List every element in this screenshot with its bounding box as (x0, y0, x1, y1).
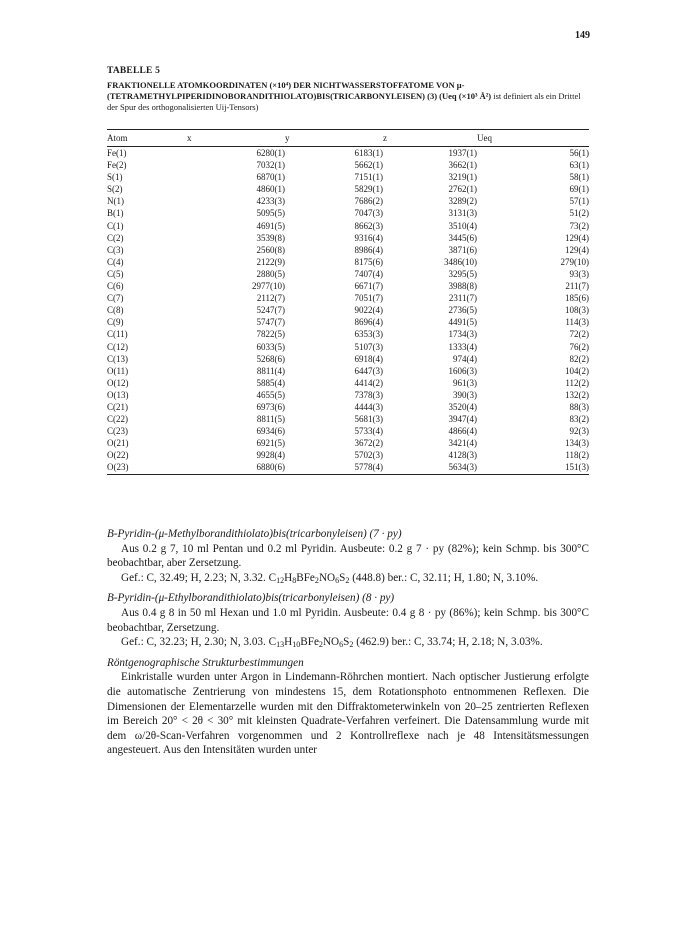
cell-y: 9022(4) (354, 305, 383, 316)
table-row (107, 220, 589, 232)
table-row (107, 256, 589, 268)
cell-ueq: 129(4) (565, 244, 589, 255)
cell-y: 7047(3) (354, 208, 383, 219)
cell-ueq: 72(2) (569, 329, 589, 340)
header-atom: Atom (107, 130, 187, 147)
cell-z: 1937(1) (448, 148, 477, 158)
table-body (107, 147, 589, 475)
cell-atom: C(6) (107, 281, 124, 292)
cell-z: 3295(5) (448, 268, 477, 279)
cell-y: 8986(4) (354, 244, 383, 255)
cell-z: 3510(4) (448, 220, 477, 231)
cell-atom: Fe(1) (107, 148, 127, 158)
cell-x: 6973(6) (256, 401, 285, 412)
section1-heading: B-Pyridin-(μ-Methylborandithiolato)bis(tricarbonyleisen) (7 · py) (107, 528, 402, 540)
atom-coordinates-table (107, 129, 589, 475)
cell-ueq: 93(3) (569, 268, 589, 279)
caption-note: ist definiert als ein Drittel der Spur des orthogonalisierten Uij-Tensors) (107, 91, 581, 112)
table-row (107, 316, 589, 328)
cell-z: 1333(4) (448, 341, 477, 352)
cell-z: 4491(5) (448, 317, 477, 328)
cell-z: 3421(4) (448, 438, 477, 449)
table-row (107, 183, 589, 195)
table-row (107, 195, 589, 207)
section2-prep: Aus 0.4 g 8 in 50 ml Hexan und 1.0 ml Pyridin. Ausbeute: 0.4 g 8 · py (86%); kein Schmp. bis 300°C beobachtbar, Zersetzung. (107, 606, 589, 634)
table-row (107, 244, 589, 256)
cell-y: 7051(7) (354, 293, 383, 304)
header-x: x (187, 130, 285, 147)
cell-y: 5662(1) (354, 160, 383, 171)
table-row (107, 461, 589, 474)
cell-x: 5268(6) (256, 353, 285, 364)
table-row (107, 377, 589, 389)
table-row (107, 389, 589, 401)
cell-x: 2880(5) (256, 268, 285, 279)
table-row (107, 437, 589, 449)
cell-z: 3219(1) (448, 172, 477, 183)
cell-ueq: 63(1) (569, 160, 589, 171)
cell-y: 5681(3) (354, 414, 383, 425)
cell-atom: C(8) (107, 305, 124, 316)
section3-text: Einkristalle wurden unter Argon in Lindemann-Röhrchen montiert. Nach optischer Justierung erfolgte die automatische Zentrierung von mindestens 15, dem Rotationsphoto entnommenen Reflexen. Die Dimensionen der Elementarzelle wurden mit den Diffraktometerwinkeln von 20–25 zentrierten Reflexen im Bereich 20° < 2θ < 30° mit kleinsten Quadrate-Verfahren verfeinert. Die Datensammlung wurde mit dem ω/2θ-Scan-Verfahren vorgenommen und 2 Kontrollreflexe nach je 48 Intensitätsmessungen angesteuert. Aus den Intensitäten wurden unter (107, 671, 589, 757)
cell-atom: N(1) (107, 196, 124, 207)
cell-atom: O(23) (107, 461, 187, 474)
cell-y: 6447(3) (354, 365, 383, 376)
header-z: z (383, 130, 477, 147)
cell-ueq: 129(4) (565, 232, 589, 243)
cell-x: 8811(4) (256, 365, 285, 376)
cell-z: 3871(6) (448, 244, 477, 255)
cell-atom: C(22) (107, 414, 128, 425)
cell-atom: B(1) (107, 208, 124, 219)
cell-x: 7032(1) (256, 160, 285, 171)
cell-z: 3445(6) (448, 232, 477, 243)
cell-x: 6870(1) (256, 172, 285, 183)
cell-ueq: 104(2) (565, 365, 589, 376)
cell-atom: C(21) (107, 401, 128, 412)
table-row (107, 449, 589, 461)
section1-analysis: Gef.: C, 32.49; H, 2.23; N, 3.32. $C_{12}H_8BFe_2NO_6S_2$ (448.8) ber.: C, 32.11; H, 1.80; N, 3.10%. (121, 571, 539, 585)
cell-atom: C(4) (107, 256, 124, 267)
cell-z: 974(4) (453, 353, 477, 364)
table-row (107, 268, 589, 280)
cell-y: 5733(4) (354, 426, 383, 437)
table-row (107, 401, 589, 413)
cell-x: 7822(5) (256, 329, 285, 340)
table-row (107, 413, 589, 425)
cell-y: 6918(4) (354, 353, 383, 364)
cell-atom: C(1) (107, 220, 124, 231)
cell-ueq: 88(3) (569, 401, 589, 412)
cell-ueq: 69(1) (569, 184, 589, 195)
cell-atom: C(2) (107, 232, 124, 243)
table-row (107, 304, 589, 316)
cell-ueq: 279(10) (560, 256, 589, 267)
cell-y: 7686(2) (354, 196, 383, 207)
cell-x: 5747(7) (256, 317, 285, 328)
cell-x: 6934(6) (256, 426, 285, 437)
chemical-formula: $C_{13}H_{10}BFe_2NO_6S_2$ (268, 636, 354, 650)
cell-z: 3947(4) (448, 414, 477, 425)
cell-x: 6921(5) (256, 438, 285, 449)
cell-atom: C(9) (107, 317, 124, 328)
table-row (107, 292, 589, 304)
cell-z: 3520(4) (448, 401, 477, 412)
cell-atom: O(22) (107, 450, 129, 461)
cell-z: 390(3) (453, 389, 477, 400)
cell-x: 4655(5) (256, 389, 285, 400)
cell-z: 3131(3) (448, 208, 477, 219)
page-number: 149 (575, 30, 590, 41)
cell-x: 4233(3) (256, 196, 285, 207)
section1-prep: Aus 0.2 g 7, 10 ml Pentan und 0.2 ml Pyridin. Ausbeute: 0.2 g 7 · py (82%); kein Schmp. bis 300°C beobachtbar, aber Zersetzung. (107, 542, 589, 570)
cell-ueq: 92(3) (569, 426, 589, 437)
cell-ueq: 114(3) (565, 317, 589, 328)
section2-heading: B-Pyridin-(μ-Ethylborandithiolato)bis(tricarbonyleisen) (8 · py) (107, 592, 395, 605)
cell-z: 2736(5) (448, 305, 477, 316)
cell-x: 6033(5) (256, 341, 285, 352)
cell-x: 8811(5) (256, 414, 285, 425)
cell-ueq: 112(2) (565, 377, 589, 388)
cell-x: 5095(5) (256, 208, 285, 219)
cell-z: 3486(10) (444, 256, 477, 267)
table-caption (107, 80, 589, 113)
cell-x: 3539(8) (256, 232, 285, 243)
cell-x: 2112(7) (256, 293, 285, 304)
table-row (107, 341, 589, 353)
cell-atom: C(23) (107, 426, 128, 437)
table-label: TABELLE 5 (107, 66, 161, 76)
cell-y: 7378(3) (354, 389, 383, 400)
section2-analysis: Gef.: C, 32.23; H, 2.30; N, 3.03. $C_{13}H_{10}BFe_2NO_6S_2$ (462.9) ber.: C, 33.74; H, 2.18; N, 3.03%. (121, 636, 543, 650)
table-row (107, 365, 589, 377)
cell-atom: O(13) (107, 389, 129, 400)
cell-atom: Fe(2) (107, 160, 127, 171)
caption-title: FRAKTIONELLE ATOMKOORDINATEN (×10⁴) DER NICHTWASSERSTOFFATOME VON μ-(TETRAMETHYLPIPERIDINOBORANDITHIOLATO)BIS(TRICARBONYLEISEN) (3) (Ueq (×10³ Å²) (107, 80, 492, 101)
cell-x: 6880(6) (187, 461, 285, 474)
cell-ueq: 82(2) (569, 353, 589, 364)
cell-atom: C(11) (107, 329, 128, 340)
cell-z: 5634(3) (383, 461, 477, 474)
cell-y: 5829(1) (354, 184, 383, 195)
cell-ueq: 211(7) (565, 281, 589, 292)
cell-ueq: 118(2) (565, 450, 589, 461)
cell-z: 961(3) (453, 377, 477, 388)
table-row (107, 232, 589, 244)
cell-y: 7407(4) (354, 268, 383, 279)
cell-ueq: 51(2) (569, 208, 589, 219)
table-row (107, 328, 589, 340)
cell-z: 3289(2) (448, 196, 477, 207)
chemical-formula: $C_{12}H_8BFe_2NO_6S_2$ (268, 571, 350, 585)
cell-ueq: 56(1) (569, 148, 589, 158)
cell-y: 6671(7) (354, 281, 383, 292)
cell-ueq: 83(2) (569, 414, 589, 425)
cell-atom: O(12) (107, 377, 129, 388)
cell-y: 5702(3) (354, 450, 383, 461)
cell-atom: O(21) (107, 438, 129, 449)
table-row (107, 207, 589, 219)
table-header-row (107, 130, 589, 147)
cell-ueq: 76(2) (569, 341, 589, 352)
cell-atom: C(5) (107, 268, 124, 279)
cell-atom: O(11) (107, 365, 129, 376)
experimental-text (107, 527, 589, 758)
table-row (107, 159, 589, 171)
cell-z: 4866(4) (448, 426, 477, 437)
cell-x: 5885(4) (256, 377, 285, 388)
table-row (107, 147, 589, 160)
cell-ueq: 132(2) (565, 389, 589, 400)
cell-y: 8662(3) (354, 220, 383, 231)
cell-atom: C(12) (107, 341, 128, 352)
cell-z: 3988(8) (448, 281, 477, 292)
cell-z: 4128(3) (448, 450, 477, 461)
cell-y: 4444(3) (354, 401, 383, 412)
cell-x: 5247(7) (256, 305, 285, 316)
cell-x: 4860(1) (256, 184, 285, 195)
header-y: y (285, 130, 383, 147)
cell-z: 3662(1) (448, 160, 477, 171)
cell-y: 3672(2) (354, 438, 383, 449)
cell-y: 5778(4) (285, 461, 383, 474)
cell-x: 2977(10) (252, 281, 285, 292)
cell-ueq: 185(6) (565, 293, 589, 304)
table-row (107, 353, 589, 365)
cell-ueq: 134(3) (565, 438, 589, 449)
cell-y: 7151(1) (354, 172, 383, 183)
cell-x: 9928(4) (256, 450, 285, 461)
section3-heading: Röntgenographische Strukturbestimmungen (107, 656, 304, 669)
cell-y: 4414(2) (354, 377, 383, 388)
cell-atom: C(13) (107, 353, 128, 364)
table-row (107, 171, 589, 183)
cell-atom: C(3) (107, 244, 124, 255)
cell-x: 2560(8) (256, 244, 285, 255)
cell-z: 1606(3) (448, 365, 477, 376)
cell-ueq: 58(1) (569, 172, 589, 183)
cell-x: 2122(9) (256, 256, 285, 267)
cell-x: 4691(5) (256, 220, 285, 231)
cell-y: 8175(6) (354, 256, 383, 267)
header-ueq: Ueq (477, 130, 589, 147)
table-row (107, 425, 589, 437)
cell-atom: S(2) (107, 184, 123, 195)
cell-ueq: 73(2) (569, 220, 589, 231)
cell-atom: C(7) (107, 293, 124, 304)
cell-x: 6280(1) (256, 148, 285, 158)
cell-ueq: 151(3) (477, 461, 589, 474)
cell-z: 1734(3) (448, 329, 477, 340)
cell-z: 2762(1) (448, 184, 477, 195)
cell-y: 6183(1) (354, 148, 383, 158)
cell-ueq: 57(1) (569, 196, 589, 207)
cell-ueq: 108(3) (565, 305, 589, 316)
cell-atom: S(1) (107, 172, 123, 183)
cell-y: 5107(3) (354, 341, 383, 352)
table-row (107, 280, 589, 292)
cell-y: 8696(4) (354, 317, 383, 328)
cell-y: 6353(3) (354, 329, 383, 340)
cell-z: 2311(7) (448, 293, 477, 304)
cell-y: 9316(4) (354, 232, 383, 243)
